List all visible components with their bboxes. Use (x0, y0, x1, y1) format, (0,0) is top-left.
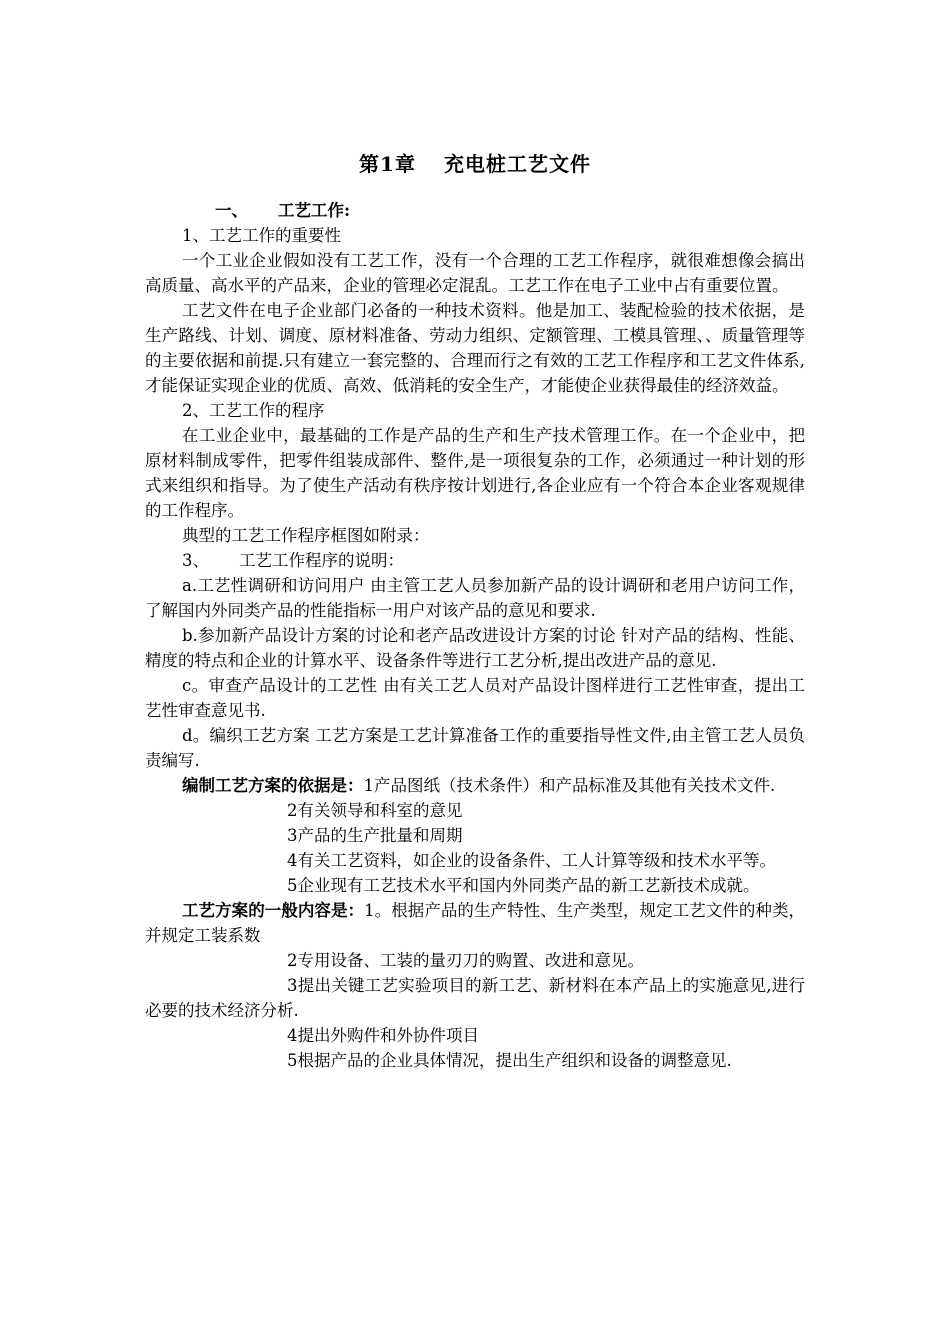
paragraph: 工艺文件在电子企业部门必备的一种技术资料。他是加工、装配检验的技术依据，是生产路线、计划、调度、原材料准备、劳动力组织、定额管理、工模具管理、、质量管理等的主要依据和前提.只有建立一套完整的、合理而行之有效的工艺工作程序和工艺文件体系,才能保证实现企业的优质、高效、低消耗的安全生产，才能使企业获得最佳的经济效益。 (145, 301, 805, 395)
basis-item-3: 3产品的生产批量和周期 (287, 826, 463, 845)
paragraph: 在工业企业中，最基础的工作是产品的生产和生产技术管理工作。在一个企业中，把原材料制成零件，把零件组装成部件、整件,是一项很复杂的工作，必须通过一种计划的形式来组织和指导。为了使生产活动有秩序按计划进行,各企业应有一个符合本企业客观规律的工作程序。 (145, 426, 805, 520)
content-item-3: 3提出关键工艺实验项目的新工艺、新材料在本产品上的实施意见,进行必要的技术经济分析. (145, 976, 805, 1020)
basis-item-5: 5企业现有工艺技术水平和国内外同类产品的新工艺新技术成就。 (287, 876, 760, 895)
subsection-heading-2: 2、工艺工作的程序 (182, 401, 325, 420)
section-label: 工艺工作: (278, 201, 351, 220)
subsection-heading-3 (145, 548, 805, 573)
document-body (145, 198, 805, 1073)
item-d: d。编织工艺方案 工艺方案是工艺计算准备工作的重要指导性文件,由主管工艺人员负责编写. (145, 726, 805, 770)
subsection-heading-1: 1、工艺工作的重要性 (182, 226, 341, 245)
content-item-4: 4提出外购件和外协件项目 (287, 1026, 479, 1045)
subsection-label: 工艺工作程序的说明： (239, 551, 404, 570)
chapter-number: 第1章 (359, 152, 416, 176)
content-item-1: 工艺方案的一般内容是：1。根据产品的生产特性、生产类型，规定工艺文件的种类，并规定工装系数 (145, 901, 806, 945)
paragraph: 一个工业企业假如没有工艺工作，没有一个合理的工艺工作程序，就很难想像会搞出高质量、高水平的产品来，企业的管理必定混乱。工艺工作在电子工业中占有重要位置。 (145, 251, 805, 295)
subsection-number: 3、 (182, 551, 209, 570)
chapter-title (0, 148, 950, 177)
basis-label: 编制工艺方案的依据是： (182, 776, 364, 795)
basis-item-1: 编制工艺方案的依据是：1产品图纸（技术条件）和产品标准及其他有关技术文件. (182, 776, 776, 795)
basis-item-4: 4有关工艺资料，如企业的设备条件、工人计算等级和技术水平等。 (287, 851, 776, 870)
item-a: a.工艺性调研和访问用户 由主管工艺人员参加新产品的设计调研和老用户访问工作，了解国内外同类产品的性能指标一用户对该产品的意见和要求. (145, 576, 805, 620)
section-number: 一、 (215, 201, 248, 220)
basis-item-2: 2有关领导和科室的意见 (287, 801, 463, 820)
chapter-name: 充电桩工艺文件 (443, 152, 591, 176)
content-item-5: 5根据产品的企业具体情况，提出生产组织和设备的调整意见. (287, 1051, 732, 1070)
paragraph: 典型的工艺工作程序框图如附录： (182, 526, 430, 545)
content-label: 工艺方案的一般内容是： (182, 901, 365, 920)
section-heading (145, 198, 805, 223)
item-b: b.参加新产品设计方案的讨论和老产品改进设计方案的讨论 针对产品的结构、性能、精度的特点和企业的计算水平、设备条件等进行工艺分析,提出改进产品的意见. (145, 626, 805, 670)
content-item-2: 2专用设备、工装的量刃刀的购置、改进和意见。 (287, 951, 644, 970)
item-c: c。审查产品设计的工艺性 由有关工艺人员对产品设计图样进行工艺性审查，提出工艺性审查意见书. (145, 676, 805, 720)
